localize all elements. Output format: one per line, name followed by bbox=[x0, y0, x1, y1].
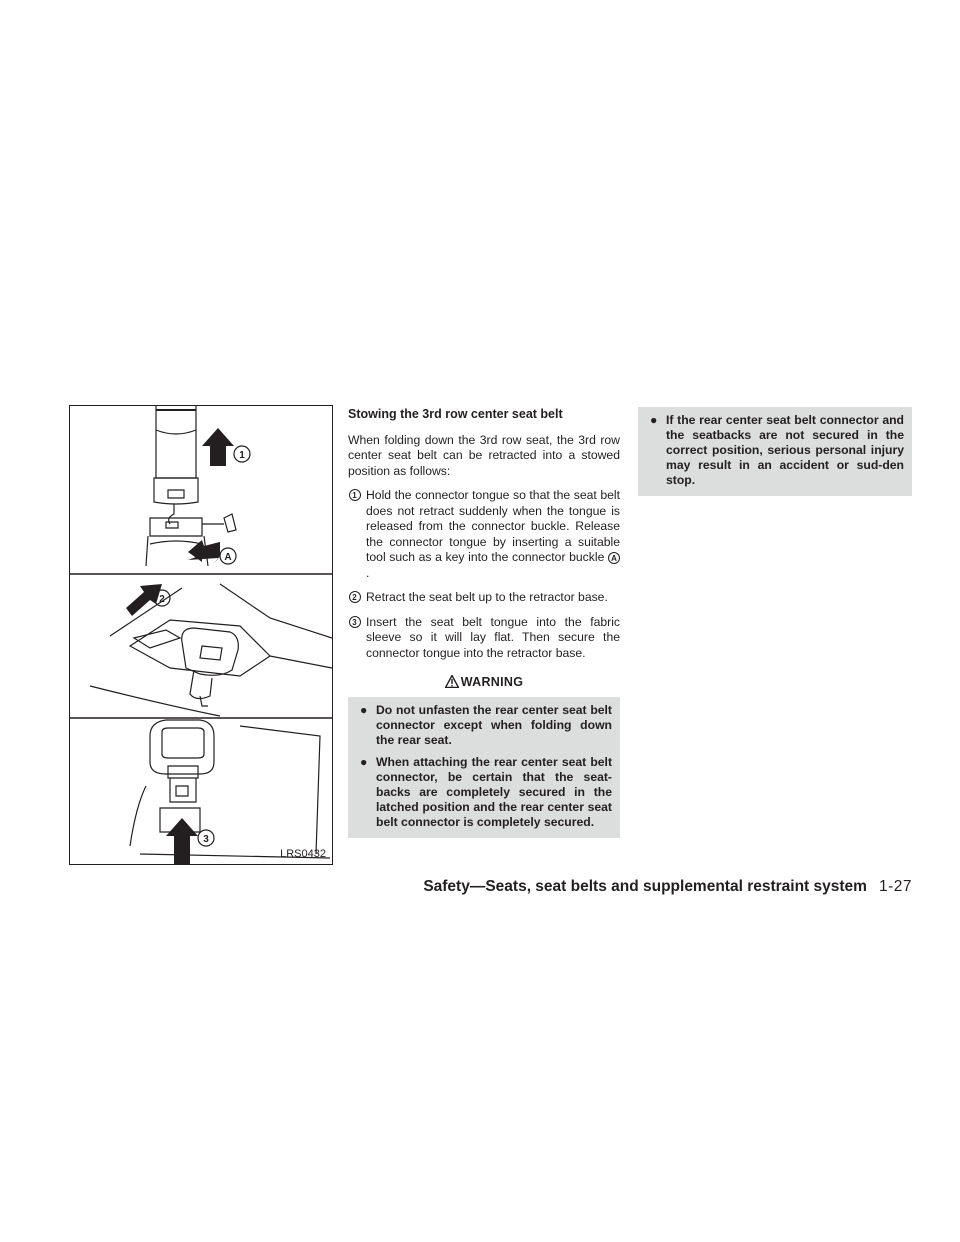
ref-a-marker: A bbox=[608, 552, 620, 564]
warning-item: ● If the rear center seat belt connector and the seatbacks are not secured in the correct position, serious personal injury may result in an accident or sud-den stop. bbox=[650, 413, 904, 487]
step-number: 1 bbox=[348, 489, 361, 502]
label-a: A bbox=[224, 552, 232, 563]
warning-box bbox=[348, 697, 620, 838]
footer-section-title: Safety—Seats, seat belts and supplemental restraint system bbox=[423, 878, 867, 895]
warning-triangle-icon bbox=[445, 675, 459, 688]
label-2: 2 bbox=[159, 594, 165, 605]
step-text: Hold the connector tongue so that the seat belt does not retract suddenly when the tongue is released from the connector buckle. Release the connector tongue by inserting a suitable tool such as a key into the connector buckle bbox=[366, 488, 620, 564]
section-title: Stowing the 3rd row center seat belt bbox=[348, 407, 563, 421]
arrow-2-icon bbox=[126, 584, 162, 616]
step-number: 3 bbox=[348, 616, 361, 629]
text-column-1 bbox=[348, 407, 620, 838]
arrow-1-icon bbox=[202, 428, 234, 466]
step-3 bbox=[348, 615, 620, 662]
step-text-end: . bbox=[366, 565, 370, 580]
step-1 bbox=[348, 488, 620, 581]
warning-item: ● When attaching the rear center seat belt connector, be certain that the seat-backs are completely secured in the latched position and the rear center seat belt connector is completely secured. bbox=[360, 754, 612, 829]
step-number: 2 bbox=[348, 591, 361, 604]
illustration-drawing bbox=[70, 406, 332, 864]
step-text: Insert the seat belt tongue into the fabric sleeve so it will lay flat. Then secure the connector tongue into the retractor base. bbox=[366, 614, 620, 660]
warning-box-continued bbox=[638, 407, 912, 496]
arrow-3-icon bbox=[166, 818, 198, 864]
page-number: 1-27 bbox=[878, 878, 912, 895]
page-footer bbox=[423, 878, 912, 896]
label-3: 3 bbox=[203, 834, 209, 845]
warning-item: ● Do not unfasten the rear center seat belt connector except when folding down the rear seat. bbox=[360, 702, 612, 747]
figure-code: LRS0432 bbox=[280, 848, 326, 860]
step-text: Retract the seat belt up to the retractor base. bbox=[366, 590, 608, 604]
label-1: 1 bbox=[239, 450, 245, 461]
text-column-2 bbox=[638, 407, 912, 496]
step-2 bbox=[348, 590, 620, 606]
warning-heading: WARNING bbox=[348, 675, 620, 691]
seat-belt-illustration bbox=[69, 405, 333, 865]
intro-paragraph: When folding down the 3rd row seat, the 3rd row center seat belt can be retracted into a stowed position as follows: bbox=[348, 432, 620, 478]
